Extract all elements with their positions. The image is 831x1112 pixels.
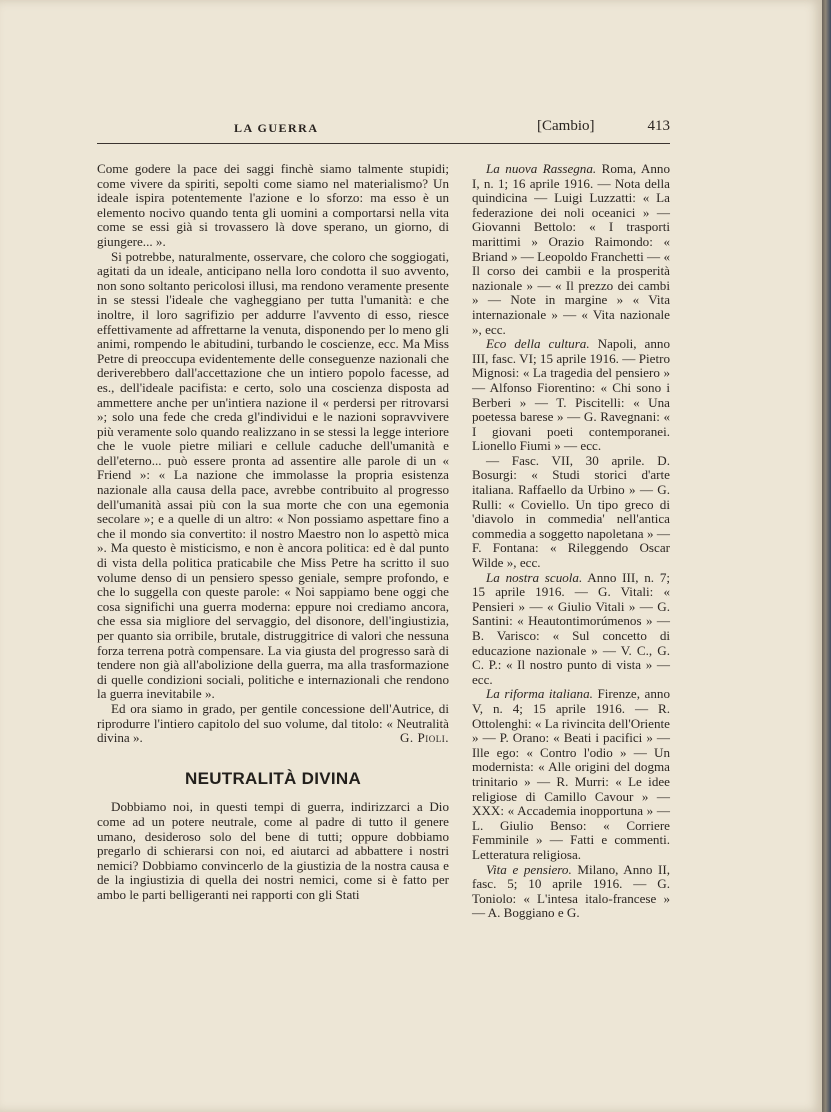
journal-title: La riforma italiana.: [486, 686, 593, 702]
left-column: [97, 162, 449, 903]
header-rule: [97, 143, 670, 144]
entry-text: Anno III, n. 7; 15 aprile 1916. — G. Vitali: « Pensieri » — « Giulio Vitali » — G. Santini: « Heautontimorúmenos » — B. Varisco: « Sul concetto di educazione nazionale » — V. C., G. C. P.: « Il nostro punto di vista » — ecc.: [472, 569, 670, 687]
review-entry: [472, 863, 670, 921]
author-signature: G. Pioli.: [399, 730, 449, 746]
entry-text: Napoli, anno III, fasc. VI; 15 aprile 1916. — Pietro Mignosi: « La tragedia del pensiero » — Alfonso Fiorentino: « Chi sono i Berberi » — T. Piscitelli: « Una poetessa barese » — G. Ravegnani: « I giovani poeti contemporanei. Lionello Fiumi » — ecc.: [472, 336, 670, 454]
running-head-title: LA GUERRA: [234, 121, 319, 135]
page-edge-strip: [822, 0, 831, 1112]
page-number: 413: [647, 118, 670, 134]
review-entry: [472, 571, 670, 688]
running-head-section: [Cambio]: [537, 118, 595, 134]
journal-title: Vita e pensiero.: [486, 861, 572, 877]
review-entry: [472, 337, 670, 571]
journal-title: La nuova Rassegna.: [486, 161, 597, 176]
journal-title: Eco della cultura.: [486, 336, 590, 352]
closing-paragraph: [97, 702, 449, 746]
running-head: [97, 118, 670, 140]
review-entry: [472, 162, 670, 337]
section-paragraph: Dobbiamo noi, in questi tempi di guerra, indirizzarci a Dio come ad un potere neutrale, come al padre di tutto il genere umano, desideroso solo del bene di tutti; oppure dobbiamo pregarlo di schierarsi con noi, ed aiutarci ad abbattere i nostri nemici? Dobbiamo convincerlo de la giustizia de la nostra causa e de la ingiustizia di quella dei nostri nemici, come si è fatto per ambo le parti belligeranti nei rapporti con gli Stati: [97, 799, 449, 902]
right-column: [472, 162, 670, 921]
entry-text: Milano, Anno II, fasc. 5; 10 aprile 1916. — G. Toniolo: « L'intesa italo-francese » — A. Boggiano e G.: [472, 861, 670, 921]
body-paragraph: Come godere la pace dei saggi finchè siamo talmente stupidi; come vivere da spiriti, sepolti come siamo nel materialismo? Un ideale ispira potentemente l'azione e lo sforzo: ma esso è un elemento nocivo quando tenta gli uomini a comportarsi nella vita come se essi già si trovassero là dove sperano, un giorno, di giungere... ».: [97, 161, 449, 249]
entry-text: Roma, Anno I, n. 1; 16 aprile 1916. — Nota della quindicina — Luigi Luzzatti: « La federazione dei noli oceanici » — Giovanni Bettolo: « I trasporti marittimi » Orazio Raimondo: « Briand » — Leopoldo Franchetti — « Il corso dei cambii e la prosperità nazionale » — « Il prezzo dei cambi » — Note in margine » « Vita internazionale » — « Vita nazionale », ecc.: [472, 161, 670, 337]
entry-continuation: — Fasc. VII, 30 aprile. D. Bosurgi: « Studi storici d'arte italiana. Raffaello da Urbino » — G. Rulli: « Coviello. Un tipo greco di 'diavolo in commedia' nell'antica commedia a soggetto napoletana » — F. Fontana: « Rileggendo Oscar Wilde », ecc.: [472, 452, 670, 571]
journal-title: La nostra scuola.: [486, 569, 583, 585]
review-entry: [472, 687, 670, 862]
entry-text: Firenze, anno V, n. 4; 15 aprile 1916. — R. Ottolenghi: « La rivincita dell'Oriente » — P. Orano: « Beati i pacifici » — Ille ego: « Contro l'odio » — Un modernista: « Alle origini del dogma trinitario » — R. Murri: « Le idee religiose di Camillo Cavour » — XXX: « Accademia inopportuna » — L. Giulio Benso: « Corriere Femminile » — Fatti e commenti. Letteratura religiosa.: [472, 686, 670, 862]
body-paragraph: Si potrebbe, naturalmente, osservare, che coloro che soggiogati, agitati da un ideale, anticipano nella loro condotta il suo avvento, non sono soltanto pericolosi illusi, ma rendono veramente presente in se stessi l'ideale che vagheggiano per tutta l'umanità: e che inoltre, il loro sagrifizio per addurre l'avvento di esso, riesce effettivamente ad affrettarne la venuta, disponendo per lo meno gli animi, rompendo le abitudini, turbando le coscienze, ecc. Ma Miss Petre di preoccupa evidentemente delle conseguenze nazionali che deriverebbero dall'accettazione che un intiero popolo facesse, ad es., dell'ideale pacifista: e certo, solo una coscienza disposta ad ammettere anche per un'intiera nazione il « perdersi per ritrovarsi »; solo una fede che creda gl'individui e le nazioni sopravvivere più veramente solo quando realizzano in se stessi la legge interiore che le vuole pietre miliari e cellule caduche dell'umanità e dell'eterno... può essere pronta ad assentire alle parole di un « Friend »: « La nazione che immolasse la propria esistenza nazionale alla causa della pace, avrebbe contribuito al progresso dell'umanità assai più con la sua morte che con una egemonia secolare »; e a quelle di un altro: « Non possiamo aspettare fino a che il mondo sia convertito: il nostro Maestro non lo aspettò mica ». Ma questo è misticismo, e non è ancora politica: ed è dal punto di vista della politica praticabile che Miss Petre ha scritto il suo volume denso di un pensiero spesso geniale, sempre profondo, e che lo suggella con queste parole: « Noi sappiamo bene oggi che cosa significhi una guerra moderna: eppure noi crediamo ancora, che essa sia migliore del servaggio, del disonore, dell'ingiustizia, per quanto sia orribile, brutale, distruggitrice di valori che nessuna forza terrena potrà compensare. La via giusta del progresso sarà di tendere non già all'abolizione della guerra, ma alla trasformazione di quelle condizioni sociali, politiche e internazionali che rendono la guerra inevitabile ».: [97, 248, 449, 702]
section-title: NEUTRALITÀ DIVINA: [185, 768, 362, 788]
closing-text: Ed ora siamo in grado, per gentile concessione dell'Autrice, di riprodurre l'intiero capitolo del suo volume, dal titolo: « Neutralità divina ».: [97, 700, 449, 746]
